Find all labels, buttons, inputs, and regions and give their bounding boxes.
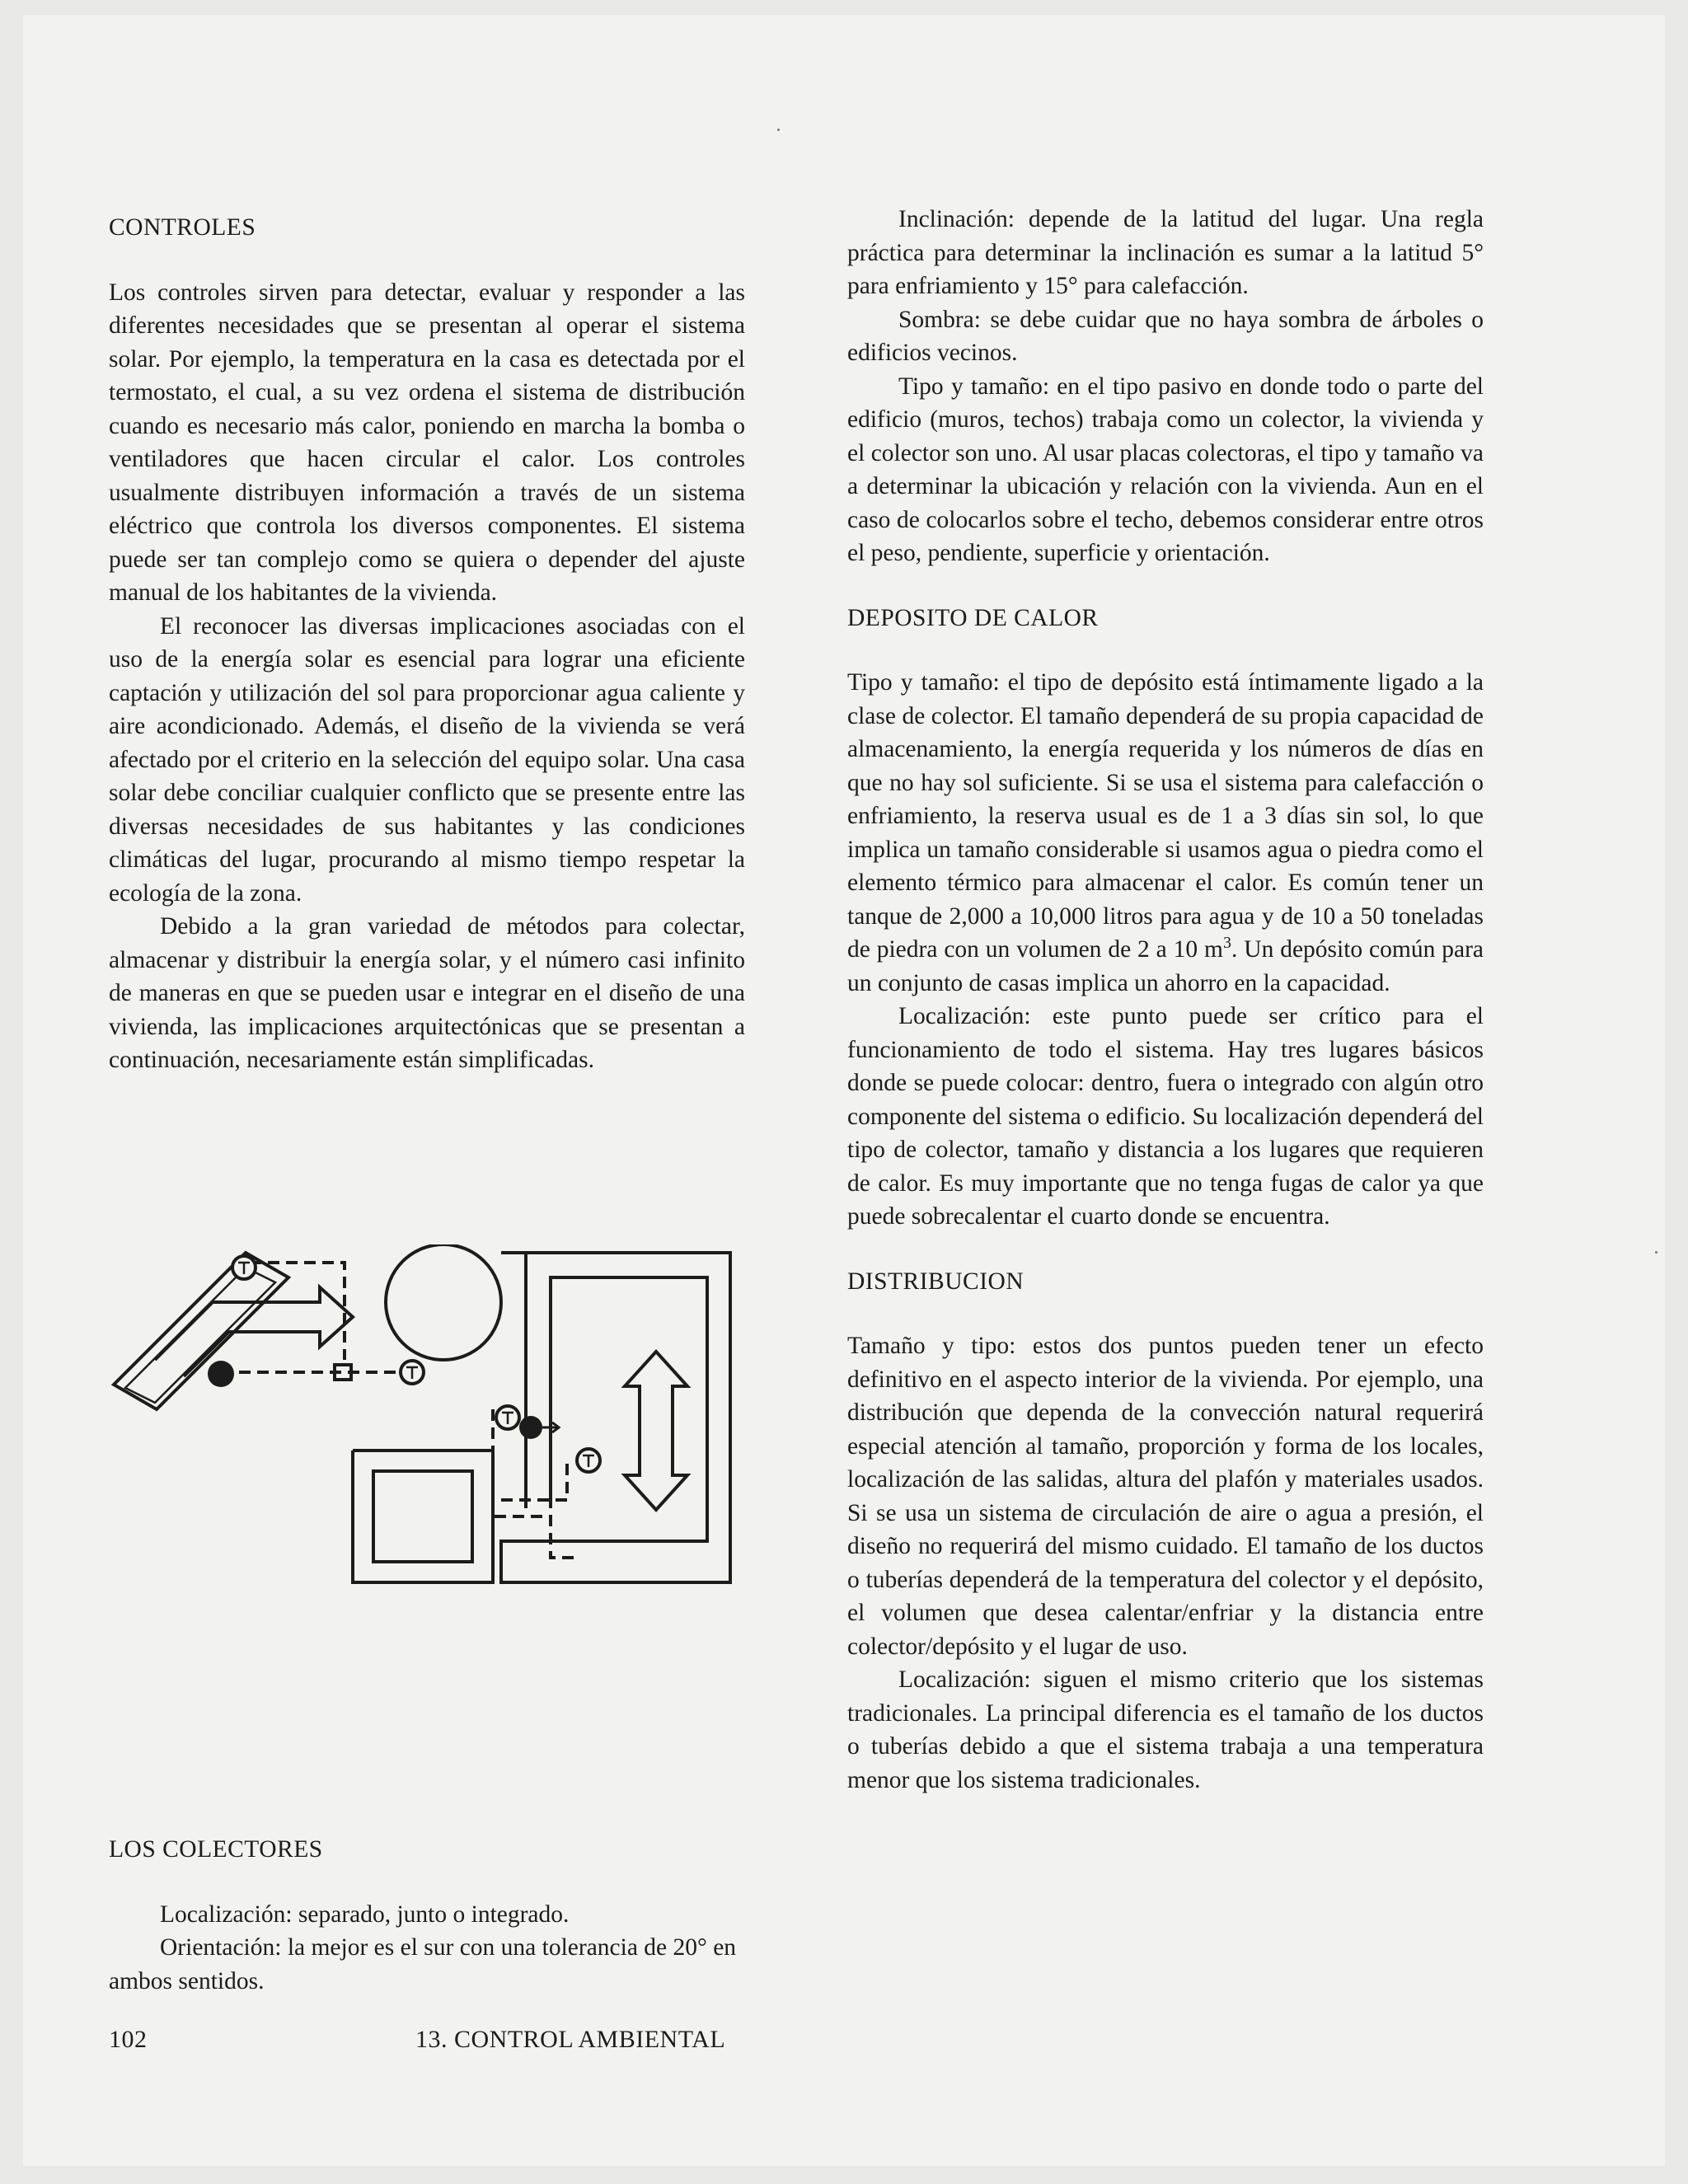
storage-room [353,1451,493,1582]
thermostat-distribution [577,1449,600,1472]
thermostat-collector [232,1256,256,1279]
colectores-section [109,1825,745,1998]
distribucion-paragraph-2: Localización: siguen el mismo criterio que los sistemas tradicionales. La principal diferencia es el tamaño de los ductos o tuberías debido a que el sistema trabaja a una temperatura menor que los sistema tradicionales. [847,1666,1484,1793]
colectores-localizacion: Localización: separado, junto o integrado. [160,1900,570,1928]
page-number: 102 [109,2026,148,2053]
controles-paragraph-3: Debido a la gran variedad de métodos para colectar, almacenar y distribuir la energía solar, y el número casi infinito de maneras en que se pueden usar e integrar en el diseño de una vivienda, las implicaciones arquitectónicas que se presentan a continuación, necesariamente están simplificadas. [109,913,745,1073]
heading-colectores: LOS COLECTORES [109,1836,323,1863]
controles-paragraph-1: Los controles sirven para detectar, evaluar y responder a las diferentes necesidades que se presentan al operar el sistema solar. Por ejemplo, la temperatura en la casa es detectada por el termostato, el cual, a su vez ordena el sistema de distribución cuando es necesario más calor, poniendo en marcha la bomba o ventiladores que hacen circular el calor. Los controles usualmente distribuyen información a través de un sistema eléctrico que controla los diversos componentes. El sistema puede ser tan complejo como se quiera o depender del ajuste manual de los habitantes de la vivienda. [109,279,745,606]
controles-paragraph-2: El reconocer las diversas implicaciones asociadas con el uso de la energía solar es esencial para lograr una eficiente captación y utilización del sol para proporcionar agua caliente y aire acondicionado. Además, el diseño de la vivienda se verá afectado por el criterio en la selección del equipo solar. Una casa solar debe conciliar cualquier conflicto que se presente entre las diversas necesidades de sus habitantes y las condiciones climáticas del lugar, procurando al mismo tiempo respetar la ecología de la zona. [109,612,745,907]
left-column [109,203,745,1077]
scan-speck [777,129,780,131]
chapter-title: 13. CONTROL AMBIENTAL [415,2026,726,2053]
storage-tank [386,1244,501,1360]
pump-distribution [519,1416,542,1439]
superscript-three: 3 [1223,934,1231,953]
distribucion-paragraph-1: Tamaño y tipo: estos dos puntos pueden tener un efecto definitivo en el aspecto interior de la vivienda. Por ejemplo, una distribución que dependa de la convección natural requerirá especial atención al tamaño, proporción y forma de los locales, localización de las salidas, altura del plafón y materiales usados. Si se usa un sistema de circulación de aire o agua a presión, el diseño no requerirá del mismo cuidado. El tamaño de los ductos o tuberías dependerá de la temperatura del colector y el depósito, el volumen que desea calentar/enfriar y la distancia entre colector/depósito y el lugar de uso. [847,1333,1484,1660]
solar-system-diagram [106,1244,748,1591]
collector-flow-arrow [155,1287,353,1376]
deposito-p1-tail: . Un depósito común para un conjunto de casas implica un ahorro en la capacidad. [847,936,1484,996]
control-wiring [221,1263,575,1558]
circulation-arrow [625,1352,687,1510]
deposito-p1-text: Tipo y tamaño: el tipo de depósito está íntimamente ligado a la clase de colector. El tamaño dependerá de su propia capacidad de almacenamiento, la energía requerida y los números de días en que no hay sol suficiente. Si se usa el sistema para calefacción o enfriamiento, la reserva usual es de 1 a 3 días sin sol, lo que implica un tamaño considerable si usamos agua o piedra como el elemento térmico para almacenar el calor. Es común tener un tanque de 2,000 a 10,000 litros para agua y de 10 a 50 toneladas de piedra con un volumen de 2 a 10 m [847,669,1484,963]
deposito-paragraph-1 [847,666,1484,1000]
heading-distribucion: DISTRIBUCION [847,1268,1025,1295]
heading-controles: CONTROLES [109,214,256,241]
scanned-page [23,15,1665,2166]
inclinacion-paragraph: Inclinación: depende de la latitud del lugar. Una regla práctica para determinar la inclinación es sumar a la latitud 5° para enfriamiento y 15° para calefacción. [847,206,1484,299]
pump-collector [208,1361,234,1387]
heading-deposito: DEPOSITO DE CALOR [847,604,1099,631]
colectores-orientacion: Orientación: la mejor es el sur con una tolerancia de 20° en ambos sentidos. [109,1934,737,1994]
right-column [847,203,1484,1797]
thermostat-storage [496,1406,519,1429]
deposito-paragraph-2: Localización: este punto puede ser crítico para el funcionamiento de todo el sistema. Hay tres lugares básicos donde se puede colocar: dentro, fuera o integrado con algún otro componente del sistema o edificio. Su localización dependerá del tipo de colector, tamaño y distancia a los lugares que requieren de calor. Es muy importante que no tenga fugas de calor ya que puede sobrecalentar el cuarto donde se encuentra. [847,1003,1484,1230]
sombra-paragraph: Sombra: se debe cuidar que no haya sombra de árboles o edificios vecinos. [847,306,1484,366]
thermostat-room [401,1361,424,1384]
tipo-tamano-colector-paragraph: Tipo y tamaño: en el tipo pasivo en donde todo o parte del edificio (muros, techos) trabaja como un colector, la vivienda y el colector son uno. Al usar placas colectoras, el tipo y tamaño va a determinar la ubicación y relación con la vivienda. Aun en el caso de colocarlos sobre el techo, debemos considerar entre otros el peso, pendiente, superficie y orientación. [847,373,1484,566]
scan-speck [1655,1251,1658,1254]
